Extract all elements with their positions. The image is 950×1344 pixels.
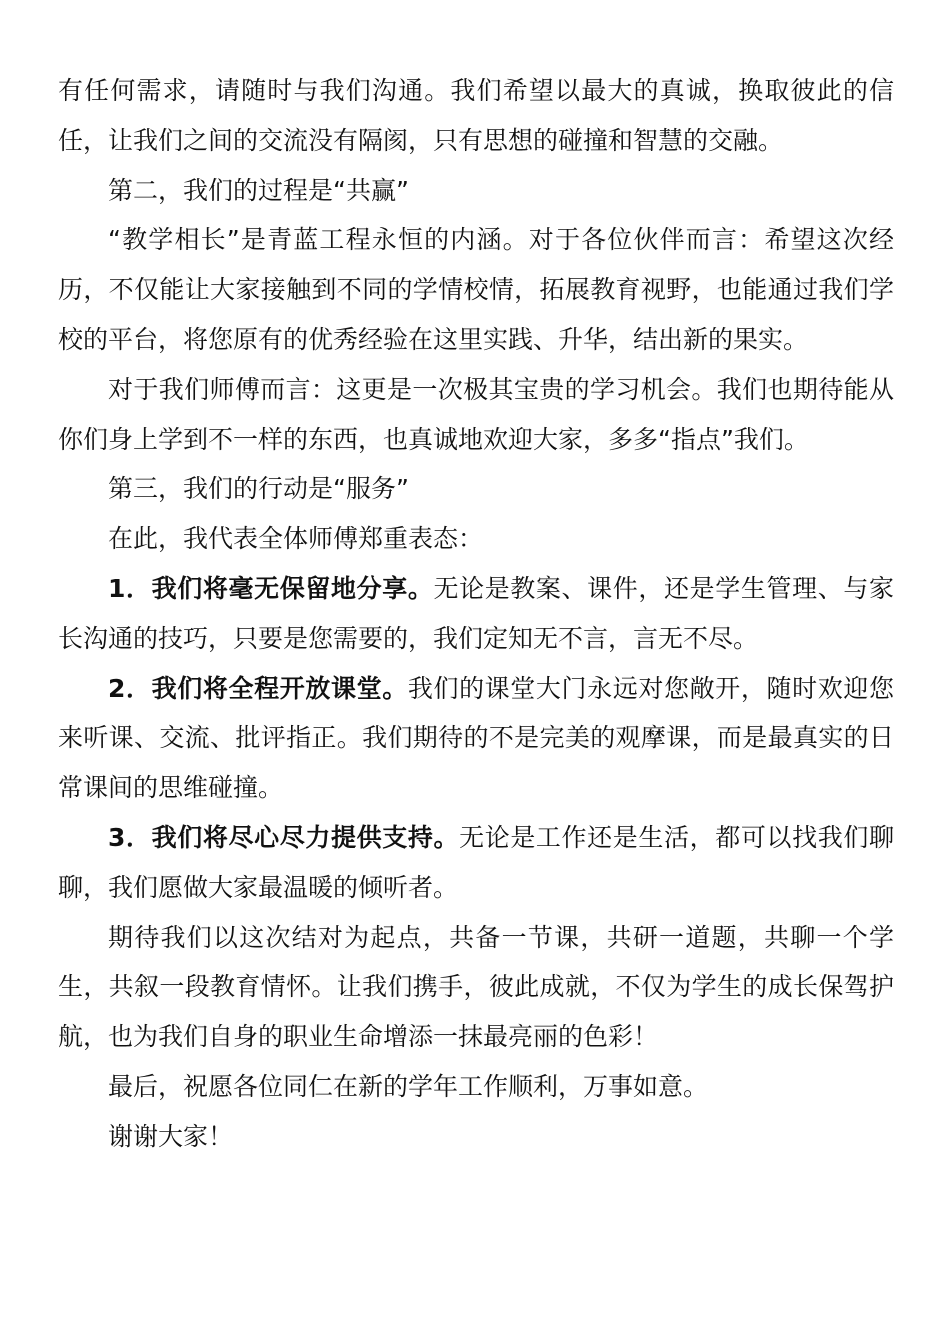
paragraph-opening-continuation (58, 66, 894, 166)
paragraph-text: 在此，我代表全体师傅郑重表态： (108, 524, 484, 554)
section-heading-two (58, 166, 894, 216)
paragraph-closing-wishes (58, 1062, 894, 1112)
section-heading-three (58, 464, 894, 514)
paragraph-thanks (58, 1112, 894, 1162)
pledge-text: 无论是工作还是生活，都可以找我们聊聊，我们愿做大家最温暖的倾听者。 (58, 822, 894, 902)
pledge-lead: 3．我们将尽心尽力提供支持。 (108, 822, 460, 852)
pledge-item-3 (58, 813, 894, 913)
document-page (58, 66, 894, 1162)
paragraph-text: 期待我们以这次结对为起点，共备一节课，共研一道题，共聊一个学生，共叙一段教育情怀。让我们携手，彼此成就，不仅为学生的成长保驾护航，也为我们自身的职业生命增添一抹最亮丽的色彩！ (58, 922, 894, 1052)
pledge-text: 无论是教案、课件，还是学生管理、与家长沟通的技巧，只要是您需要的，我们定知无不言，言无不尽。 (58, 573, 894, 653)
pledge-lead: 2．我们将全程开放课堂。 (108, 673, 408, 703)
paragraph-text: 有任何需求，请随时与我们沟通。我们希望以最大的真诚，换取彼此的信任，让我们之间的交流没有隔阂，只有思想的碰撞和智慧的交融。 (58, 76, 894, 155)
paragraph-text: 第二，我们的过程是“共赢” (108, 175, 409, 205)
paragraph-text: 第三，我们的行动是“服务” (108, 474, 409, 504)
paragraph-text: 对于我们师傅而言：这更是一次极其宝贵的学习机会。我们也期待能从你们身上学到不一样的东西，也真诚地欢迎大家，多多“指点”我们。 (58, 374, 894, 454)
paragraph-pledge-intro (58, 514, 894, 564)
paragraph-text: “教学相长”是青蓝工程永恒的内涵。对于各位伙伴而言：希望这次经历，不仅能让大家接触到不同的学情校情，拓展教育视野，也能通过我们学校的平台，将您原有的优秀经验在这里实践、升华，结出新的果实。 (58, 225, 894, 354)
paragraph-expectation (58, 913, 894, 1062)
paragraph-text: 谢谢大家！ (108, 1121, 234, 1151)
pledge-lead: 1．我们将毫无保留地分享。 (108, 573, 434, 603)
paragraph-mentor-learning (58, 365, 894, 465)
pledge-item-1 (58, 564, 894, 664)
paragraph-mutual-growth (58, 215, 894, 364)
paragraph-text: 最后，祝愿各位同仁在新的学年工作顺利，万事如意。 (108, 1071, 709, 1101)
pledge-item-2 (58, 664, 894, 813)
pledge-text: 我们的课堂大门永远对您敞开，随时欢迎您来听课、交流、批评指正。我们期待的不是完美的观摩课，而是最真实的日常课间的思维碰撞。 (58, 673, 894, 803)
